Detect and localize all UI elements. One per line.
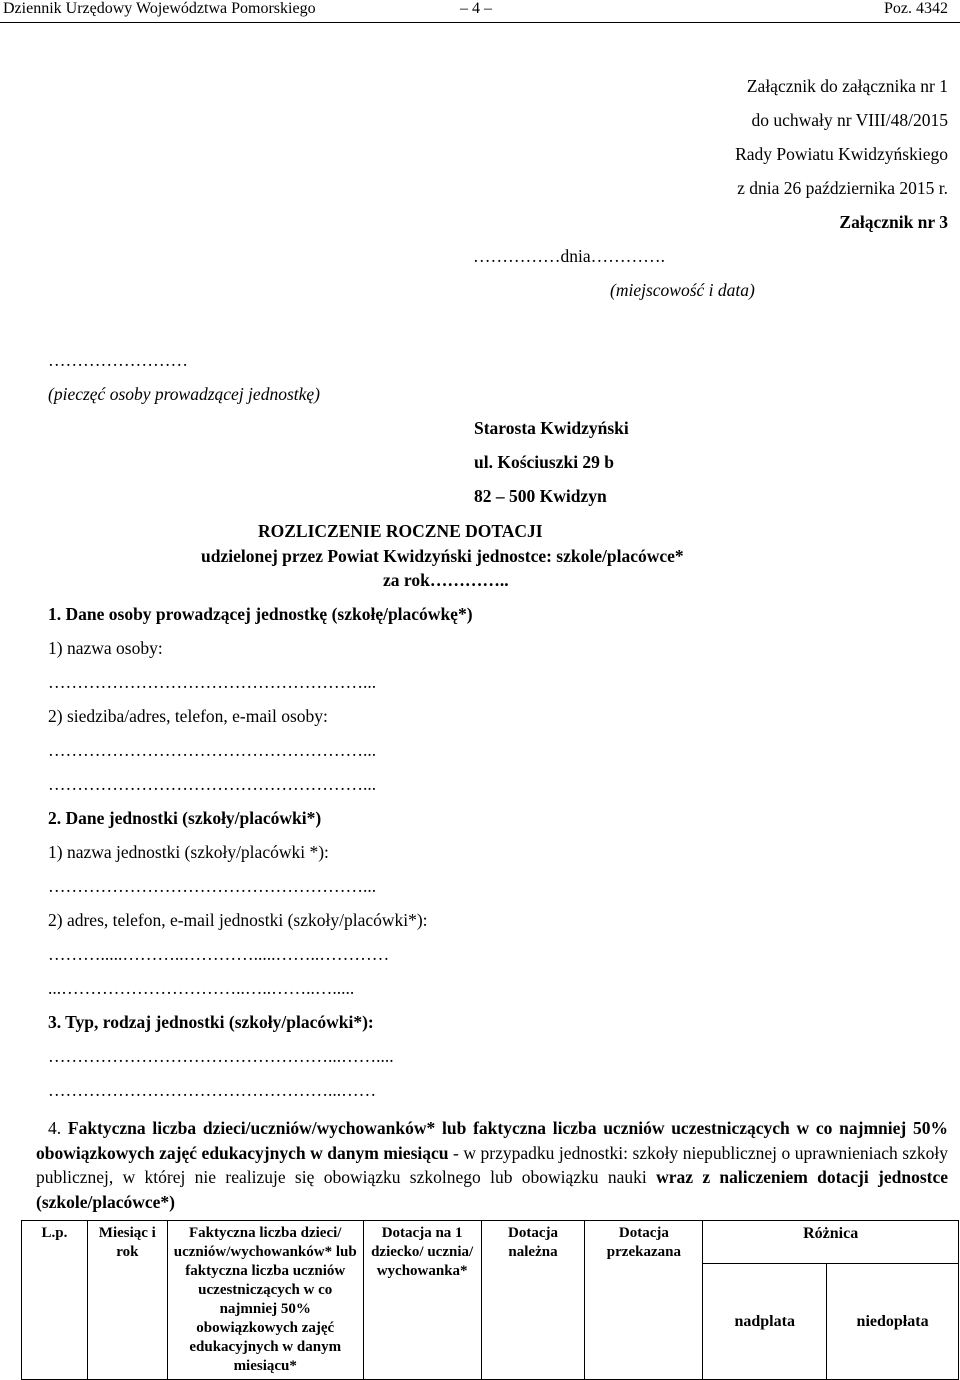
annex-line-3: Rady Powiatu Kwidzyńskiego <box>735 144 948 164</box>
document-year: za rok………….. <box>383 570 509 590</box>
person-address-dots-2: ………………………………………………... <box>48 774 377 794</box>
column-paid: Dotacja przekazana <box>585 1221 703 1380</box>
annex-line-4: z dnia 26 października 2015 r. <box>737 178 948 198</box>
addressee-name: Starosta Kwidzyński <box>474 418 629 438</box>
stamp-dots: …………………… <box>48 350 188 370</box>
section-2-heading: 2. Dane jednostki (szkoły/placówki*) <box>48 808 322 828</box>
place-date-caption: (miejscowość i data) <box>610 280 755 300</box>
column-due: Dotacja należna <box>481 1221 585 1380</box>
person-name-dots: ………………………………………………... <box>48 672 377 692</box>
addressee-street: ul. Kościuszki 29 b <box>474 452 615 472</box>
column-difference: Różnica <box>703 1221 959 1264</box>
unit-type-dots-2: …………………………………………...…… <box>48 1080 377 1100</box>
annex-number: Załącznik nr 3 <box>839 212 948 232</box>
person-address-dots-1: ………………………………………………... <box>48 740 377 760</box>
stamp-caption: (pieczęć osoby prowadzącej jednostkę) <box>48 384 320 404</box>
column-count: Faktyczna liczba dzieci/ uczniów/wychowanków* lub faktyczna liczba uczniów uczestniczących w co najmniej 50% obowiązkowych zajęć edukacyjnych w danym miesiącu* <box>167 1221 363 1380</box>
section-3-heading: 3. Typ, rodzaj jednostki (szkoły/placówki*): <box>48 1012 374 1032</box>
column-rate: Dotacja na 1 dziecko/ ucznia/ wychowanka* <box>363 1221 481 1380</box>
annex-line-2: do uchwały nr VIII/48/2015 <box>751 110 948 130</box>
unit-address-dots-1: ……….....………..………….....……..………… <box>48 944 390 964</box>
document-title: ROZLICZENIE ROCZNE DOTACJI <box>258 521 543 541</box>
addressee-city: 82 – 500 Kwidzyn <box>474 486 607 506</box>
journal-name: Dziennik Urzędowy Województwa Pomorskiego <box>3 0 316 17</box>
header-divider <box>0 22 960 23</box>
document-subtitle: udzielonej przez Powiat Kwidzyński jednostce: szkole/placówce* <box>201 546 684 566</box>
annex-line-1: Załącznik do załącznika nr 1 <box>746 76 948 96</box>
unit-type-dots-1: …………………………………………...…….... <box>48 1046 394 1066</box>
page-number: – 4 – <box>460 0 492 17</box>
person-name-label: 1) nazwa osoby: <box>48 638 163 658</box>
column-underpayment: niedopłata <box>827 1264 959 1380</box>
section-4-paragraph <box>36 1116 948 1214</box>
unit-address-label: 2) adres, telefon, e-mail jednostki (szkoły/placówki*): <box>48 910 428 930</box>
person-address-label: 2) siedziba/adres, telefon, e-mail osoby: <box>48 706 328 726</box>
section-4-text: - w przypadku jednostki: szkoły niepublicznej o uprawnieniach szkoły publicznej, w której nie realizuje się obowiązku szkolnego lub obowiązku nauki <box>36 1142 949 1187</box>
unit-name-dots: ………………………………………………... <box>48 876 377 896</box>
section-4-bold-text: Faktyczna liczba dzieci/uczniów/wychowanków* lub faktyczna liczba uczniów uczestniczących w co najmniej 50% obowiązkowych zajęć edukacyjnych w danym miesiącu <box>36 1118 948 1163</box>
settlement-table <box>21 1220 959 1380</box>
position-number: Poz. 4342 <box>884 0 948 17</box>
unit-address-dots-2: ...…………………………..…..……..…..... <box>48 978 355 998</box>
column-month: Miesiąc i rok <box>87 1221 167 1380</box>
section-4-bold-text-2: wraz z naliczeniem dotacji jednostce (szkole/placówce*) <box>36 1167 949 1212</box>
section-4-number: 4. <box>48 1118 68 1138</box>
column-overpayment: nadplata <box>703 1264 827 1380</box>
section-1-heading: 1. Dane osoby prowadzącej jednostkę (szkołę/placówkę*) <box>48 604 473 624</box>
unit-name-label: 1) nazwa jednostki (szkoły/placówki *): <box>48 842 329 862</box>
column-lp: L.p. <box>22 1221 88 1380</box>
place-date-dots: ……………dnia…………. <box>473 246 666 266</box>
